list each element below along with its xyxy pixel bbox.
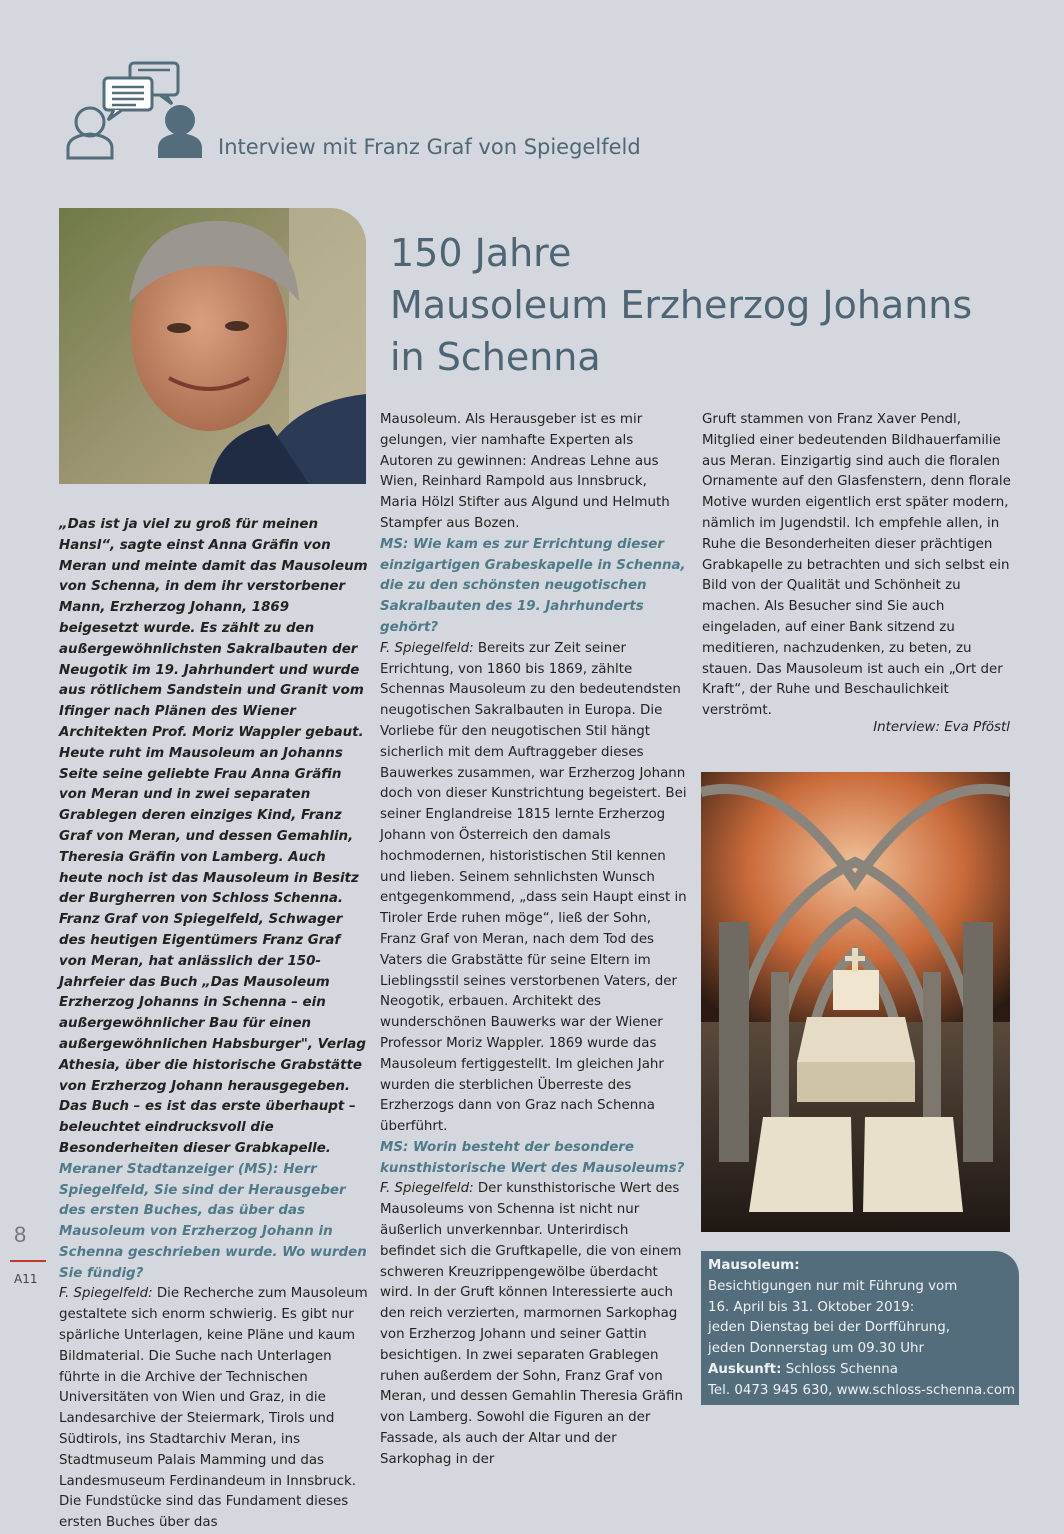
info-line: jeden Dienstag bei der Dorfführung, [708,1320,951,1336]
answer-3 [380,1179,688,1470]
visitor-info-box [701,1251,1019,1405]
info-heading: Mausoleum: [708,1258,800,1273]
title-line-3: in Schenna [390,335,601,379]
speaker-label: F. Spiegelfeld: [380,640,474,656]
contact-value: Schloss Schenna [781,1361,898,1377]
interview-credit: Interview: Eva Pföstl [873,720,1010,735]
page-number: 8 [14,1222,27,1247]
question-1: Meraner Stadtanzeiger (MS): Herr Spiegelfeld, Sie sind der Herausgeber des ersten Buches, das über das Mausoleum von Erzherzog Johann in Schenna geschrieben wurde. Wo wurden Sie fündig? [59,1161,367,1281]
title-line-2: Mausoleum Erzherzog Johanns [390,283,973,327]
column-2 [380,410,688,1471]
speaker-label: F. Spiegelfeld: [380,1181,474,1197]
answer-1 [59,1284,369,1534]
info-line: jeden Donnerstag um 09.30 Uhr [708,1341,925,1357]
intro-text: „Das ist ja viel zu groß für meinen Hansl“, sagte einst Anna Gräfin von Meran und meinte damit das Mausoleum von Schenna, in dem ihr verstorbener Mann, Erzherzog Johann, 1869 beigesetzt wurde. Es zählt zu den außergewöhnlichsten Sakralbauten der Neugotik im 19. Jahrhundert und wurde aus rötlichem Sandstein und Granit vom Ifinger nach Plänen des Wiener Architekten Prof. Moriz Wappler gebaut. Heute ruht im Mausoleum an Johanns Seite seine geliebte Frau Anna Gräfin von Meran und in zwei separaten Grablegen deren einziges Kind, Franz Graf von Meran, und dessen Gemahlin, Theresia Gräfin von Lamberg. Auch heute noch ist das Mausoleum in Besitz der Burgherren von Schloss Schenna. Franz Graf von Spiegelfeld, Schwager des heutigen Eigentümers Franz Graf von Meran, hat anlässlich der 150-Jahrfeier das Buch „Das Mausoleum Erzherzog Johanns in Schenna – ein außergewöhnlicher Bau für einen außergewöhnlichen Habsburger", Verlag Athesia, über die historische Grabstätte von Erzherzog Johann herausgegeben. Das Buch – es ist das erste überhaupt – beleuchtet eindrucksvoll die Besonderheiten dieser Grabkapelle. [59,517,368,1156]
answer-text: Die Recherche zum Mausoleum gestaltete sich enorm schwierig. Es gibt nur spärliche Unterlagen, keine Pläne und kaum Bildmaterial. Die Suche nach Unterlagen führte in die Archive der Technischen Universitäten von Wien und Graz, in die Landesarchive der Steiermark, Tirols und Südtirols, ins Stadtarchiv Meran, ins Stadtmuseum Palais Mamming und das Landesmuseum Ferdinandeum in Innsbruck. Die Fundstücke sind das Fundament dieses ersten Buches über das [59,1286,368,1531]
contact-phone-web: Tel. 0473 945 630, www.schloss-schenna.com [708,1382,1016,1398]
column-3 [702,410,1012,722]
question-2: MS: Wie kam es zur Errichtung dieser einzigartigen Grabeskapelle in Schenna, die zu den schönsten neugotischen Sakralbauten des 19. Jahrhunderts gehört? [380,536,686,635]
question-3: MS: Worin besteht der besondere kunsthistorische Wert des Mausoleums? [380,1139,685,1176]
page-number-rule [10,1260,46,1262]
contact-label: Auskunft: [708,1361,782,1377]
interview-chat-icon [64,60,214,164]
column-1 [59,515,369,1534]
answer-text: Der kunsthistorische Wert des Mausoleums von Schenna ist nicht nur äußerlich unverkennbar. Unterirdisch befindet sich die Gruftkapelle, die von einem schweren Kreuzrippengewölbe überdacht wird. In der Gruft können Interessierte auch den reich verzierten, marmornen Sarkophag von Erzherzog Johann und seiner Gattin besichtigen. In zwei separaten Grablegen ruhen außerdem der Sohn, Franz Graf von Meran, und dessen Gemahlin Theresia Gräfin von Lamberg. Sowohl die Figuren an der Fassade, als auch der Altar und der Sarkophag in der [380,1181,683,1467]
speaker-label: F. Spiegelfeld: [59,1286,153,1302]
page-code: A11 [14,1272,38,1286]
answer-text: Bereits zur Zeit seiner Errichtung, von 1860 bis 1869, zählte Schennas Mausoleum zu den bedeutendsten neugotischen Sakralbauten in Europa. Die Vorliebe für den neugotischen Stil hängt sicherlich mit dem Auftraggeber dieses Bauwerkes zusammen, war Erzherzog Johann doch von dieser Kunstrichtung begeistert. Bei seiner Englandreise 1815 lernte Erzherzog Johann von Österreich den damals hochmodernen, historistischen Stil kennen und lieben. Seinem sehnlichsten Wunsch entgegenkommend, „dass sein Haupt einst in Tiroler Erde ruhen möge“, ließ der Sohn, Franz Graf von Meran, nach dem Tod des Vaters die Grabstätte für seine Eltern im Lieblingsstil seines verstorbenen Vaters, der Neogotik, erbauen. Architekt des wunderschönen Bauwerks war der Wiener Professor Moriz Wappler. 1869 wurde das Mausoleum fertiggestellt. Im gleichen Jahr wurden die sterblichen Überreste des Erzherzogs dann von Graz nach Schenna überführt. [380,640,687,1135]
mausoleum-crypt-photo [701,772,1010,1232]
article-title [390,227,972,383]
section-header: Interview mit Franz Graf von Spiegelfeld [218,135,641,159]
portrait-photo [59,208,366,484]
answer-3-continued: Gruft stammen von Franz Xaver Pendl, Mitglied einer bedeutenden Bildhauerfamilie aus Meran. Einzigartig sind auch die floralen Ornamente auf den Glasfenstern, denn florale Motive wurden eigentlich erst später modern, nämlich im Jugendstil. Ich empfehle allen, in Ruhe die Besonderheiten dieser prächtigen Grabkapelle zu betrachten und sich selbst ein Bild von der Qualität und Schönheit zu machen. Als Besucher sind Sie auch eingeladen, auf einer Bank sitzend zu meditieren, nachzudenken, zu beten, zu stauen. Das Mausoleum ist auch ein „Ort der Kraft“, der Ruhe und Beschaulichkeit verströmt. [702,412,1011,719]
answer-2 [380,639,688,1138]
info-line: 16. April bis 31. Oktober 2019: [708,1299,915,1315]
answer-1-continued: Mausoleum. Als Herausgeber ist es mir gelungen, vier namhafte Experten als Autoren zu gewinnen: Andreas Lehne aus Wien, Reinhard Rampold aus Innsbruck, Maria Hölzl Stifter aus Algund und Helmuth Stampfer aus Bozen. [380,412,670,531]
title-line-1: 150 Jahre [390,231,572,275]
info-line: Besichtigungen nur mit Führung vom [708,1278,958,1294]
